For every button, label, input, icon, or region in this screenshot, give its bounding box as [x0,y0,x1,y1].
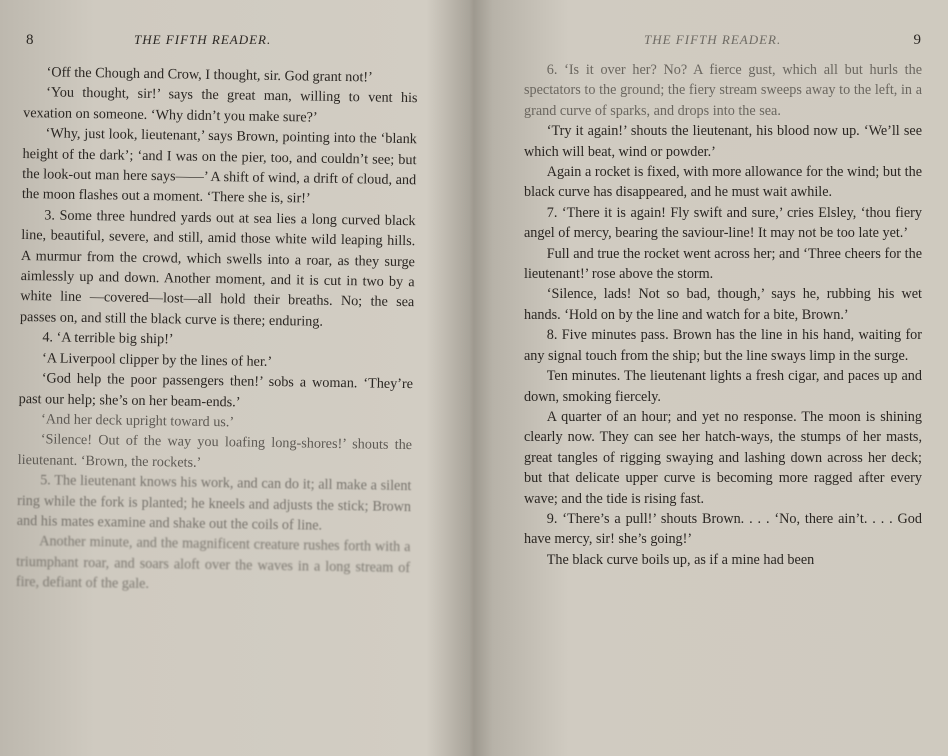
right-page-number: 9 [913,32,922,48]
paragraph: ‘Off the Chough and Crow, I thought, sir. God grant not!’ [46,64,373,86]
left-page-body [16,62,418,599]
paragraph: 5. The lieutenant knows his work, and can do it; all make a silent ring while the fork is planted; he kneels and adjusts the stick; Brown and his mates examine and shake out the coils of line. [16,472,412,534]
paragraph: 4. ‘A terrible big ship!’ [42,329,174,348]
left-page [15,30,418,593]
paragraph: 3. Some three hundred yards out at sea lies a long curved black line, beautiful, severe, and still, amid those white wild leaping hills. A murmur from the crowd, which swells into a roar, as they surge aimlessly up and down. Another moment, and it is cut in two by a white line —covered—lost—all hold their breaths. No; the sea passes on, and still the black curve is there; enduring. [19,207,416,330]
paragraph: 8. Five minutes pass. Brown has the line in his hand, waiting for any signal touch from the ship; but the line sways limp in the surge. [524,327,922,364]
paragraph: 7. ‘There it is again! Fly swift and sure,’ cries Elsley, ‘thou fiery angel of mercy, bearing the saviour-line! It may not be too late yet.’ [524,204,922,242]
paragraph: 9. ‘There’s a pull!’ shouts Brown. . . . ‘No, there ain’t. . . . God have mercy, sir! she’s going!’ [524,510,922,548]
paragraph: Again a rocket is fixed, with more allowance for the wind; but the black curve has disappeared, and he must wait awhile. [524,164,922,201]
right-page-body [524,60,922,570]
left-page-number: 8 [26,32,35,48]
paragraph: Another minute, and the magnificent creature rushes forth with a triumphant roar, and soars aloft over the waves in a long stream of fire, defiant of the gale. [15,533,411,593]
right-page [524,30,922,570]
paragraph: ‘God help the poor passengers then!’ sobs a woman. ‘They’re past our help; she’s on her beam-ends.’ [18,370,414,410]
paragraph: Full and true the rocket went across her; and ‘Three cheers for the lieutenant!’ rose above the storm. [524,245,922,283]
paragraph: ‘Silence! Out of the way you loafing long-shores!’ shouts the lieutenant. ‘Brown, the rockets.’ [17,431,413,471]
paragraph: ‘Silence, lads! Not so bad, though,’ says he, rubbing his wet hands. ‘Hold on by the line and watch for a bite, Brown.’ [524,286,922,323]
paragraph: Ten minutes. The lieutenant lights a fresh cigar, and paces up and down, smoking fiercely. [524,368,922,405]
right-running-head: THE FIFTH READER. [644,32,782,47]
right-page-header [524,30,922,52]
paragraph: ‘And her deck upright toward us.’ [40,411,235,431]
left-running-head: THE FIFTH READER. [134,32,272,47]
paragraph: 6. ‘Is it over her? No? A fierce gust, which all but hurls the spectators to the ground; the fiery stream sweeps away to the left, in a grand curve of sparks, and drops into the sea. [524,62,922,119]
paragraph: The black curve boils up, as if a mine had been [546,551,815,568]
paragraph: ‘Try it again!’ shouts the lieutenant, his blood now up. ‘We’ll see which will beat, wind or powder.’ [524,123,922,160]
paragraph: ‘You thought, sir!’ says the great man, willing to vent his vexation on someone. ‘Why didn’t you make sure?’ [23,84,418,126]
paragraph: ‘Why, just look, lieutenant,’ says Brown, pointing into the ‘blank height of the dark’; ‘and I was on the pier, too, and couldn’t see; but the look-out man here says——’ A shift of wind, a drift of cloud, and the moon flashes out a moment. ‘There she is, sir!’ [21,125,417,207]
paragraph: A quarter of an hour; and yet no response. The moon is shining clearly now. They can see her hatch-ways, the stumps of her masts, great tangles of rigging swaying and lashing down across her deck; but that delicate upper curve is becoming more ragged after every wave; and the tide is rising fast. [524,408,922,507]
paragraph: ‘A Liverpool clipper by the lines of her.’ [41,350,273,370]
left-page-header [24,30,418,52]
